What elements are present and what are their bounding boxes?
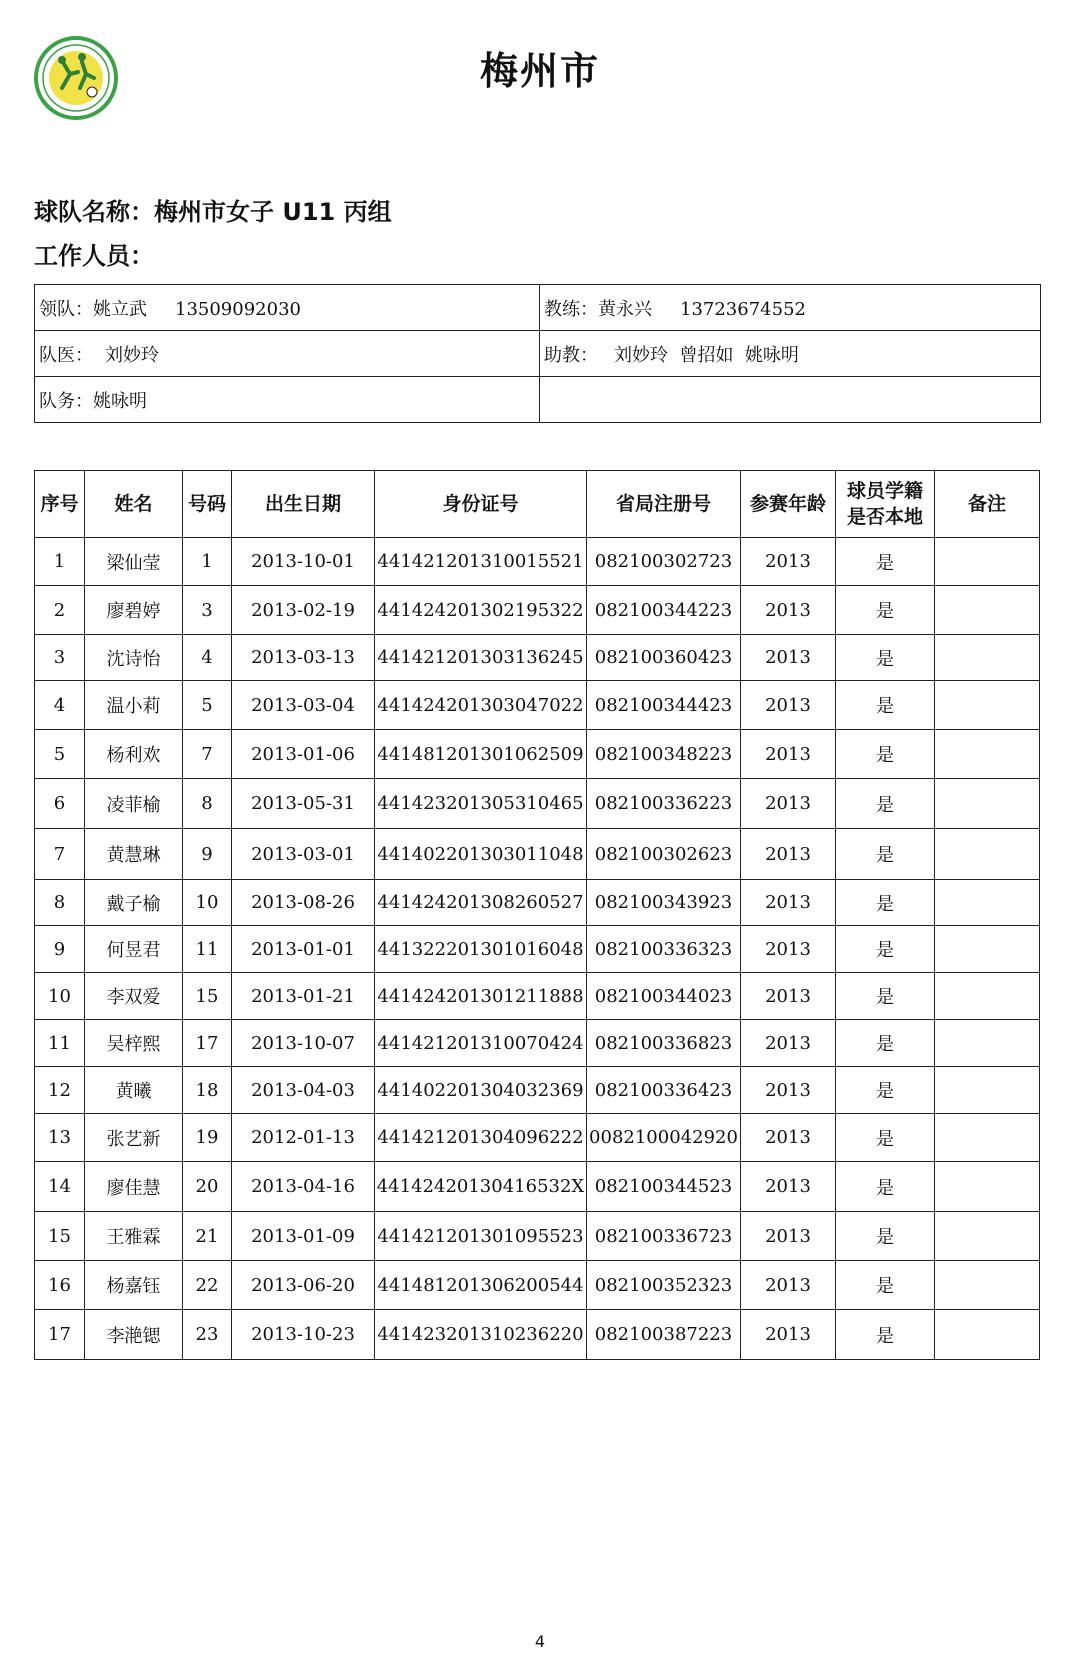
- cell-id: 441424201303047022: [375, 681, 587, 730]
- cell-birth: 2013-03-04: [232, 681, 375, 730]
- cell-age: 2013: [741, 926, 836, 973]
- cell-seq: 17: [35, 1310, 85, 1360]
- cell-id: 441424201301211888: [375, 973, 587, 1020]
- leader-cell: [35, 285, 540, 331]
- cell-seq: 16: [35, 1261, 85, 1310]
- cell-name: 张艺新: [85, 1114, 183, 1162]
- cell-remark: [935, 1114, 1040, 1162]
- cell-reg: 082100302623: [587, 829, 741, 880]
- cell-reg: 082100302723: [587, 538, 741, 586]
- cell-seq: 13: [35, 1114, 85, 1162]
- cell-seq: 12: [35, 1067, 85, 1114]
- cell-age: 2013: [741, 1162, 836, 1212]
- cell-name: 凌菲榆: [85, 779, 183, 829]
- cell-number: 5: [183, 681, 232, 730]
- cell-seq: 8: [35, 880, 85, 926]
- cell-reg: 082100344223: [587, 586, 741, 635]
- cell-name: 沈诗怡: [85, 635, 183, 681]
- cell-number: 21: [183, 1212, 232, 1261]
- coach-name: 黄永兴: [598, 298, 652, 320]
- cell-name: 黄慧琳: [85, 829, 183, 880]
- cell-reg: 082100344423: [587, 681, 741, 730]
- staff-heading: 工作人员：: [34, 242, 154, 270]
- cell-number: 11: [183, 926, 232, 973]
- affairs-name: 姚咏明: [93, 390, 147, 412]
- staff-row: [35, 377, 1041, 423]
- cell-seq: 10: [35, 973, 85, 1020]
- cell-local: 是: [836, 586, 935, 635]
- col-local-line2: 是否本地: [846, 506, 923, 528]
- cell-id: 441424201302195322: [375, 586, 587, 635]
- cell-number: 8: [183, 779, 232, 829]
- cell-birth: 2013-06-20: [232, 1261, 375, 1310]
- cell-reg: 082100336323: [587, 926, 741, 973]
- cell-number: 18: [183, 1067, 232, 1114]
- cell-name: 王雅霖: [85, 1212, 183, 1261]
- cell-name: 廖碧婷: [85, 586, 183, 635]
- empty-cell: [540, 377, 1041, 423]
- cell-reg: 082100336223: [587, 779, 741, 829]
- cell-remark: [935, 973, 1040, 1020]
- cell-name: 吴梓熙: [85, 1020, 183, 1067]
- table-row: [35, 1067, 1040, 1114]
- page-title: 梅州市: [479, 49, 600, 93]
- assistant-cell: [540, 331, 1041, 377]
- table-row: [35, 1261, 1040, 1310]
- col-age: 参赛年龄: [741, 471, 836, 538]
- cell-birth: 2013-08-26: [232, 880, 375, 926]
- cell-birth: 2013-10-23: [232, 1310, 375, 1360]
- table-row: [35, 1020, 1040, 1067]
- affairs-label: 队务：: [39, 390, 93, 412]
- cell-seq: 7: [35, 829, 85, 880]
- cell-reg: 082100336723: [587, 1212, 741, 1261]
- table-row: [35, 779, 1040, 829]
- cell-name: 李双爱: [85, 973, 183, 1020]
- cell-name: 戴子榆: [85, 880, 183, 926]
- coach-cell: [540, 285, 1041, 331]
- cell-remark: [935, 926, 1040, 973]
- staff-row: [35, 331, 1041, 377]
- cell-birth: 2013-01-09: [232, 1212, 375, 1261]
- doctor-label: 队医：: [39, 344, 93, 366]
- cell-id: 441421201303136245: [375, 635, 587, 681]
- cell-age: 2013: [741, 1310, 836, 1360]
- cell-number: 3: [183, 586, 232, 635]
- leader-phone: 13509092030: [175, 298, 301, 320]
- table-row: [35, 1310, 1040, 1360]
- col-seq: 序号: [35, 471, 85, 538]
- cell-number: 7: [183, 730, 232, 779]
- cell-name: 杨利欢: [85, 730, 183, 779]
- cell-id: 441423201310236220: [375, 1310, 587, 1360]
- cell-remark: [935, 586, 1040, 635]
- cell-local: 是: [836, 779, 935, 829]
- cell-id: 441402201304032369: [375, 1067, 587, 1114]
- cell-name: 杨嘉钰: [85, 1261, 183, 1310]
- cell-number: 4: [183, 635, 232, 681]
- cell-number: 15: [183, 973, 232, 1020]
- cell-id: 44142420130416532X: [375, 1162, 587, 1212]
- cell-seq: 14: [35, 1162, 85, 1212]
- staff-row: [35, 285, 1041, 331]
- col-name: 姓名: [85, 471, 183, 538]
- cell-id: 441421201301095523: [375, 1212, 587, 1261]
- cell-id: 441481201301062509: [375, 730, 587, 779]
- cell-remark: [935, 1020, 1040, 1067]
- cell-name: 何昱君: [85, 926, 183, 973]
- roster-header-row: [35, 471, 1040, 538]
- cell-remark: [935, 538, 1040, 586]
- cell-age: 2013: [741, 1067, 836, 1114]
- cell-seq: 5: [35, 730, 85, 779]
- cell-birth: 2012-01-13: [232, 1114, 375, 1162]
- affairs-cell: [35, 377, 540, 423]
- cell-local: 是: [836, 730, 935, 779]
- cell-reg: 082100343923: [587, 880, 741, 926]
- table-row: [35, 829, 1040, 880]
- coach-label: 教练：: [544, 298, 598, 320]
- cell-remark: [935, 880, 1040, 926]
- team-name-line: [34, 192, 392, 227]
- cell-remark: [935, 730, 1040, 779]
- roster-body: [35, 538, 1040, 1360]
- cell-reg: 082100344023: [587, 973, 741, 1020]
- cell-birth: 2013-01-21: [232, 973, 375, 1020]
- cell-age: 2013: [741, 538, 836, 586]
- cell-name: 李滟锶: [85, 1310, 183, 1360]
- col-local-line1: 球员学籍: [846, 480, 923, 502]
- cell-seq: 11: [35, 1020, 85, 1067]
- cell-birth: 2013-04-16: [232, 1162, 375, 1212]
- col-remark: 备注: [935, 471, 1040, 538]
- cell-name: 梁仙莹: [85, 538, 183, 586]
- cell-local: 是: [836, 538, 935, 586]
- team-name-label: 球队名称：: [34, 198, 154, 226]
- cell-age: 2013: [741, 779, 836, 829]
- doctor-name: 刘妙玲: [105, 344, 159, 366]
- staff-table: [34, 284, 1041, 423]
- cell-seq: 6: [35, 779, 85, 829]
- cell-age: 2013: [741, 730, 836, 779]
- table-row: [35, 1114, 1040, 1162]
- cell-reg: 082100348223: [587, 730, 741, 779]
- cell-remark: [935, 1310, 1040, 1360]
- leader-name: 姚立武: [93, 298, 147, 320]
- cell-id: 441421201310070424: [375, 1020, 587, 1067]
- cell-reg: 082100336423: [587, 1067, 741, 1114]
- col-number: 号码: [183, 471, 232, 538]
- cell-reg: 0082100042920: [587, 1114, 741, 1162]
- cell-age: 2013: [741, 1114, 836, 1162]
- cell-number: 10: [183, 880, 232, 926]
- cell-birth: 2013-04-03: [232, 1067, 375, 1114]
- page-number: 4: [534, 1632, 546, 1651]
- table-row: [35, 635, 1040, 681]
- cell-remark: [935, 1261, 1040, 1310]
- cell-age: 2013: [741, 1020, 836, 1067]
- cell-age: 2013: [741, 681, 836, 730]
- cell-local: 是: [836, 926, 935, 973]
- cell-remark: [935, 1067, 1040, 1114]
- cell-birth: 2013-01-01: [232, 926, 375, 973]
- cell-remark: [935, 681, 1040, 730]
- cell-seq: 1: [35, 538, 85, 586]
- cell-reg: 082100387223: [587, 1310, 741, 1360]
- cell-number: 9: [183, 829, 232, 880]
- cell-local: 是: [836, 681, 935, 730]
- cell-number: 1: [183, 538, 232, 586]
- cell-local: 是: [836, 1261, 935, 1310]
- cell-remark: [935, 1162, 1040, 1212]
- coach-phone: 13723674552: [680, 298, 806, 320]
- cell-birth: 2013-01-06: [232, 730, 375, 779]
- cell-local: 是: [836, 1162, 935, 1212]
- table-row: [35, 1212, 1040, 1261]
- cell-seq: 9: [35, 926, 85, 973]
- cell-local: 是: [836, 829, 935, 880]
- cell-number: 22: [183, 1261, 232, 1310]
- cell-id: 441481201306200544: [375, 1261, 587, 1310]
- cell-number: 17: [183, 1020, 232, 1067]
- cell-age: 2013: [741, 973, 836, 1020]
- doctor-cell: [35, 331, 540, 377]
- cell-birth: 2013-03-01: [232, 829, 375, 880]
- table-row: [35, 681, 1040, 730]
- cell-birth: 2013-05-31: [232, 779, 375, 829]
- table-row: [35, 926, 1040, 973]
- cell-birth: 2013-02-19: [232, 586, 375, 635]
- cell-id: 441423201305310465: [375, 779, 587, 829]
- cell-local: 是: [836, 1067, 935, 1114]
- assistant-names: 刘妙玲 曾招如 姚咏明: [614, 344, 799, 366]
- cell-age: 2013: [741, 880, 836, 926]
- cell-remark: [935, 779, 1040, 829]
- cell-id: 441421201304096222: [375, 1114, 587, 1162]
- cell-birth: 2013-10-01: [232, 538, 375, 586]
- cell-local: 是: [836, 1310, 935, 1360]
- col-id: 身份证号: [375, 471, 587, 538]
- col-reg: 省局注册号: [587, 471, 741, 538]
- table-row: [35, 538, 1040, 586]
- cell-reg: 082100360423: [587, 635, 741, 681]
- team-name-value: 梅州市女子 U11 丙组: [154, 198, 392, 226]
- assistant-label: 助教：: [544, 344, 598, 366]
- cell-local: 是: [836, 973, 935, 1020]
- cell-name: 廖佳慧: [85, 1162, 183, 1212]
- table-row: [35, 1162, 1040, 1212]
- cell-age: 2013: [741, 1261, 836, 1310]
- cell-number: 20: [183, 1162, 232, 1212]
- cell-age: 2013: [741, 635, 836, 681]
- cell-number: 19: [183, 1114, 232, 1162]
- cell-id: 441421201310015521: [375, 538, 587, 586]
- cell-local: 是: [836, 880, 935, 926]
- cell-remark: [935, 829, 1040, 880]
- cell-local: 是: [836, 1212, 935, 1261]
- cell-local: 是: [836, 1114, 935, 1162]
- col-birth: 出生日期: [232, 471, 375, 538]
- cell-reg: 082100344523: [587, 1162, 741, 1212]
- cell-number: 23: [183, 1310, 232, 1360]
- cell-seq: 4: [35, 681, 85, 730]
- cell-birth: 2013-03-13: [232, 635, 375, 681]
- cell-remark: [935, 1212, 1040, 1261]
- cell-seq: 2: [35, 586, 85, 635]
- cell-reg: 082100336823: [587, 1020, 741, 1067]
- table-row: [35, 586, 1040, 635]
- cell-age: 2013: [741, 586, 836, 635]
- cell-id: 441424201308260527: [375, 880, 587, 926]
- cell-seq: 15: [35, 1212, 85, 1261]
- cell-local: 是: [836, 1020, 935, 1067]
- col-local: [836, 471, 935, 538]
- cell-age: 2013: [741, 829, 836, 880]
- cell-remark: [935, 635, 1040, 681]
- cell-id: 441402201303011048: [375, 829, 587, 880]
- cell-seq: 3: [35, 635, 85, 681]
- cell-birth: 2013-10-07: [232, 1020, 375, 1067]
- cell-age: 2013: [741, 1212, 836, 1261]
- table-row: [35, 730, 1040, 779]
- table-row: [35, 973, 1040, 1020]
- roster-table: [34, 470, 1040, 1360]
- table-row: [35, 880, 1040, 926]
- cell-name: 温小莉: [85, 681, 183, 730]
- cell-reg: 082100352323: [587, 1261, 741, 1310]
- cell-id: 441322201301016048: [375, 926, 587, 973]
- cell-name: 黄曦: [85, 1067, 183, 1114]
- cell-local: 是: [836, 635, 935, 681]
- leader-label: 领队：: [39, 298, 93, 320]
